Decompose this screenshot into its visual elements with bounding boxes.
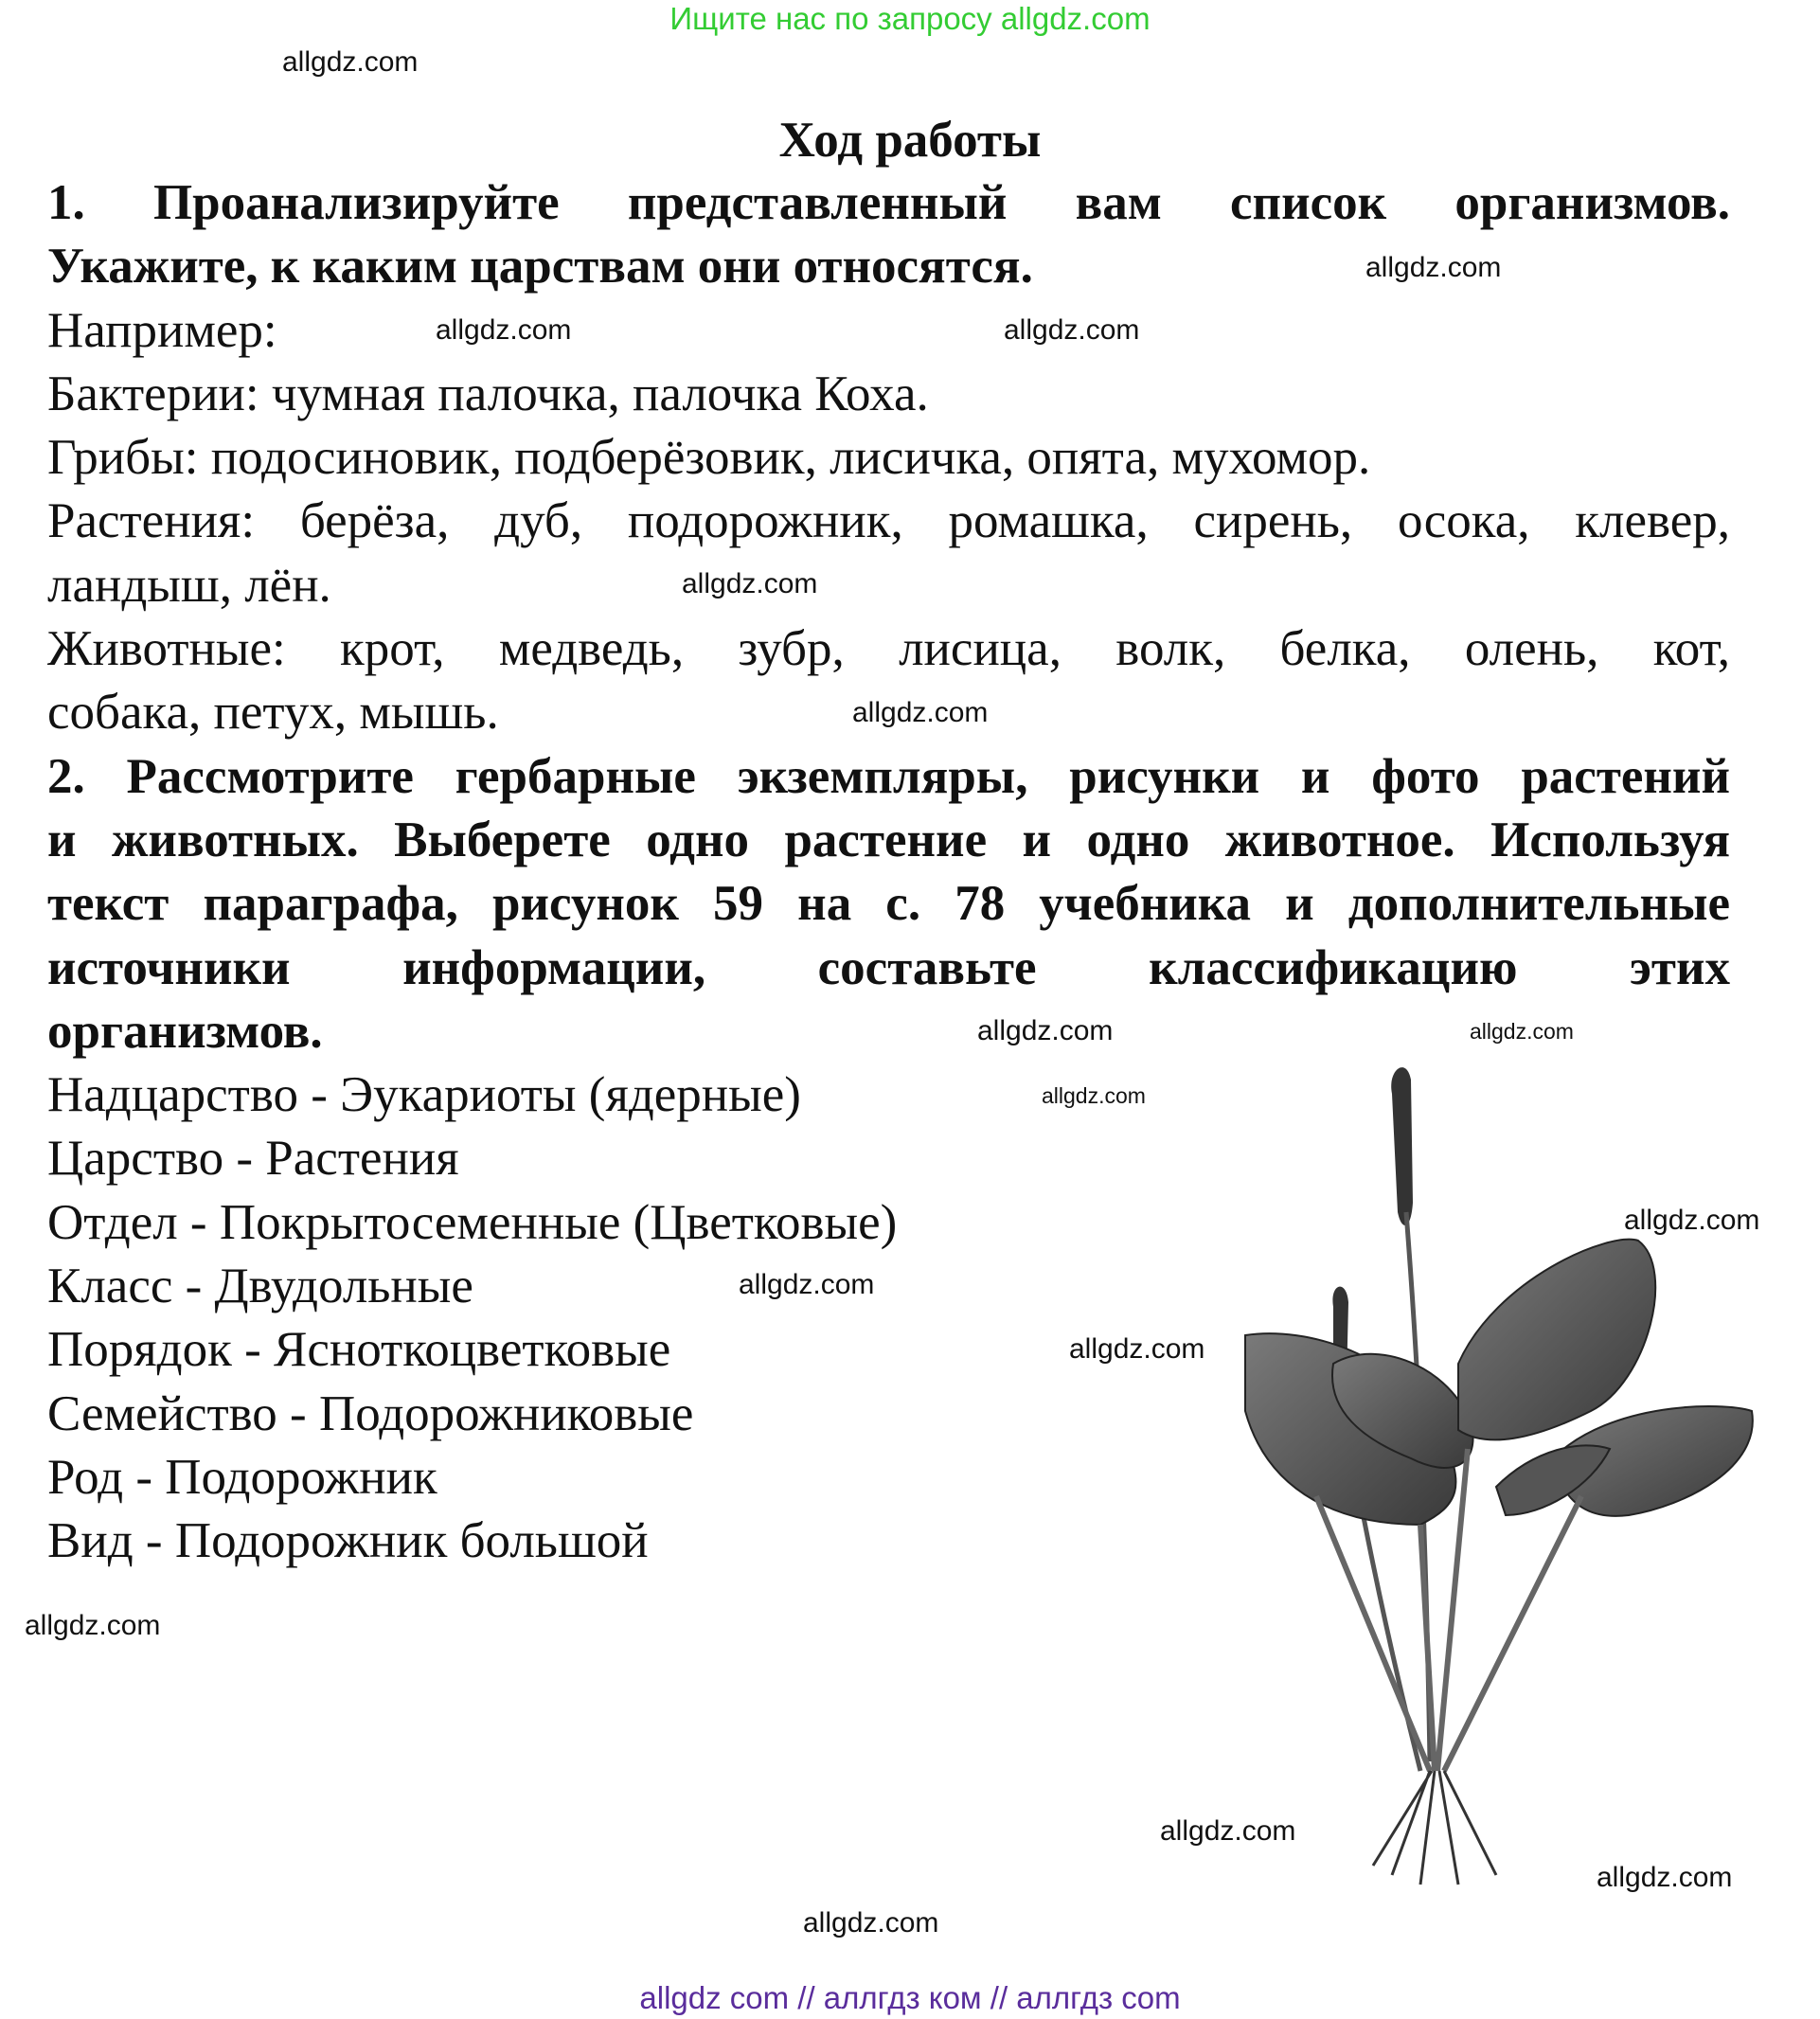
watermark: allgdz.com — [1069, 1333, 1205, 1365]
task1-line: 1. Проанализируйте представленный вам список организмов. — [47, 175, 1730, 230]
classification-line: Род - Подорожник — [47, 1449, 437, 1505]
classification-line: Порядок - Ясноткоцветковые — [47, 1322, 671, 1378]
example-label: Например: — [47, 302, 277, 358]
watermark: allgdz.com — [25, 1610, 161, 1641]
watermark: allgdz.com — [1597, 1862, 1733, 1893]
example-line: Бактерии: чумная палочка, палочка Коха. — [47, 366, 929, 421]
footer-links[interactable]: allgdz com // аллгдз ком // аллгдз com — [639, 1980, 1181, 2015]
example-line: Животные: крот, медведь, зубр, лисица, волк, белка, олень, кот, — [47, 621, 1730, 677]
classification-line: Класс - Двудольные — [47, 1259, 473, 1314]
watermark: allgdz.com — [1365, 252, 1502, 283]
classification-line: Царство - Растения — [47, 1131, 459, 1187]
watermark: allgdz.com — [682, 568, 818, 599]
task2-line: источники информации, составьте классификацию этих — [47, 939, 1730, 995]
classification-line: Вид - Подорожник большой — [47, 1513, 649, 1569]
example-line: Растения: берёза, дуб, подорожник, ромашка, сирень, осока, клевер, — [47, 493, 1730, 549]
classification-line: Семейство - Подорожниковые — [47, 1385, 694, 1441]
plantain-illustration — [1231, 1051, 1790, 1903]
example-line: Грибы: подосиновик, подберёзовик, лисичка, опята, мухомор. — [47, 430, 1371, 486]
watermark: allgdz.com — [977, 1015, 1114, 1046]
example-line: собака, петух, мышь. — [47, 685, 499, 741]
task1-line: Укажите, к каким царствам они относятся. — [47, 239, 1033, 295]
example-line: ландыш, лён. — [47, 557, 331, 613]
watermark: allgdz.com — [1042, 1083, 1146, 1108]
task2-line: текст параграфа, рисунок 59 на с. 78 учебника и дополнительные — [47, 876, 1730, 932]
page-title: Ход работы — [778, 113, 1042, 168]
watermark: allgdz.com — [1160, 1815, 1296, 1847]
watermark: allgdz.com — [282, 46, 419, 78]
search-banner: Ищите нас по запросу allgdz.com — [669, 1, 1151, 36]
task2-line: 2. Рассмотрите гербарные экземпляры, рисунки и фото растений — [47, 748, 1730, 804]
task2-line: и животных. Выберете одно растение и одно животное. Используя — [47, 812, 1730, 867]
classification-line: Отдел - Покрытосеменные (Цветковые) — [47, 1194, 898, 1250]
watermark: allgdz.com — [436, 314, 572, 346]
watermark: allgdz.com — [852, 697, 989, 728]
watermark: allgdz.com — [1470, 1019, 1574, 1044]
watermark: allgdz.com — [803, 1907, 939, 1939]
classification-line: Надцарство - Эукариоты (ядерные) — [47, 1067, 801, 1123]
task2-line: организмов. — [47, 1003, 323, 1059]
watermark: allgdz.com — [1624, 1205, 1760, 1236]
watermark: allgdz.com — [739, 1269, 875, 1300]
watermark: allgdz.com — [1004, 314, 1140, 346]
